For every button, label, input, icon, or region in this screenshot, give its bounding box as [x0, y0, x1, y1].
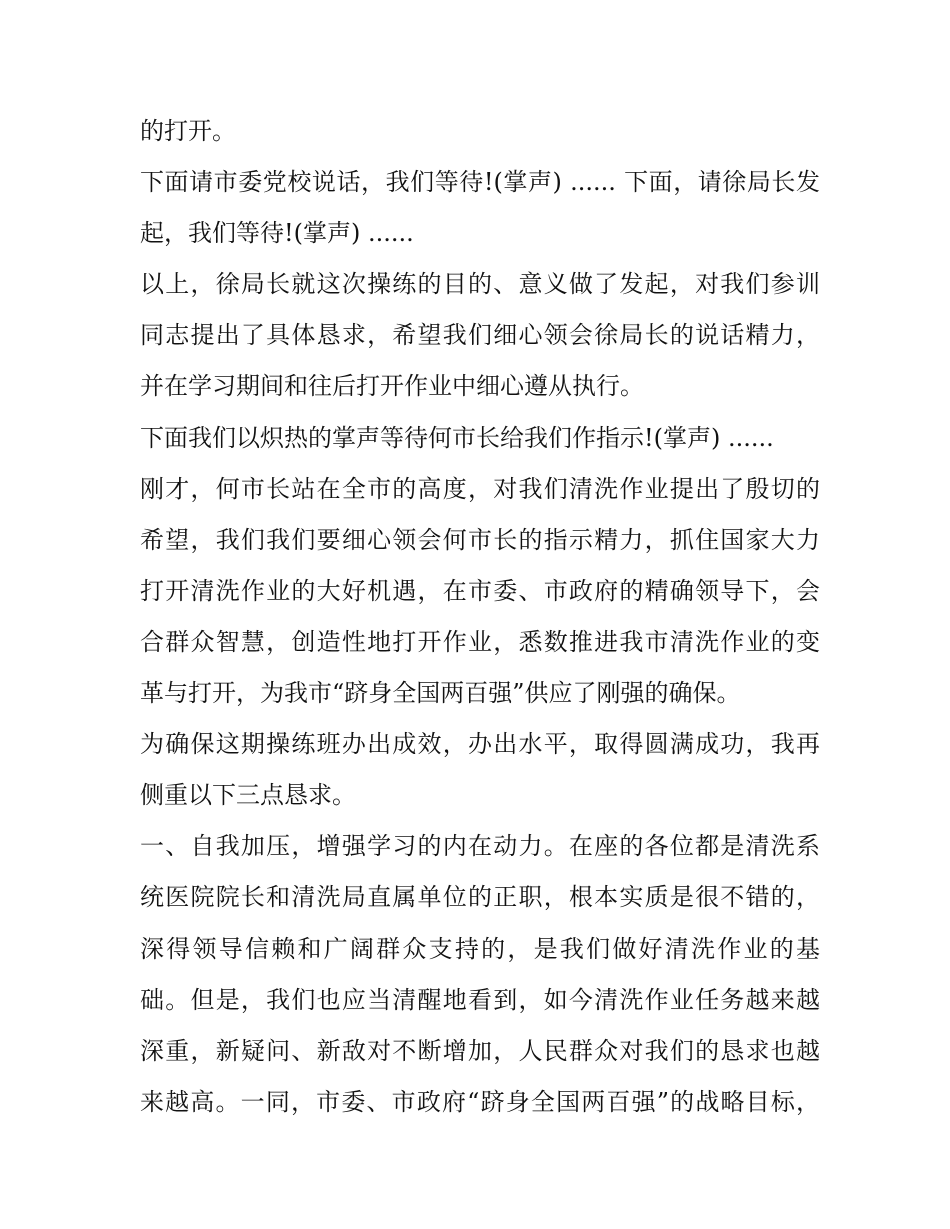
- text-line: 刚才，何市长站在全市的高度，对我们清洗作业提出了殷切的: [140, 474, 820, 503]
- body-text: [140, 106, 820, 1128]
- text-line: 革与打开，为我市“跻身全国两百强”供应了刚强的确保。: [140, 679, 741, 708]
- text-line: 合群众智慧，创造性地打开作业，悉数推进我市清洗作业的变: [140, 627, 820, 656]
- text-line: 侧重以下三点恳求。: [140, 781, 356, 810]
- text-line: 来越高。一同，市委、市政府“跻身全国两百强”的战略目标，: [140, 1087, 820, 1116]
- text-line: 下面请市委党校说话，我们等待!(掌声) ...... 下面，请徐局长发: [140, 168, 820, 197]
- text-line: 并在学习期间和往后打开作业中细心遵从执行。: [140, 372, 644, 401]
- text-line: 下面我们以炽热的掌声等待何市长给我们作指示!(掌声) ......: [140, 423, 774, 452]
- text-line: 打开清洗作业的大好机遇，在市委、市政府的精确领导下，会: [140, 576, 820, 605]
- text-line: 统医院院长和清洗局直属单位的正职，根本实质是很不错的，: [140, 883, 820, 912]
- text-line: 深得领导信赖和广阔群众支持的，是我们做好清洗作业的基: [140, 934, 820, 963]
- text-line: 深重，新疑问、新敌对不断增加，人民群众对我们的恳求也越: [140, 1036, 820, 1065]
- text-line: 起，我们等待!(掌声) ......: [140, 219, 414, 248]
- text-line: 同志提出了具体恳求，希望我们细心领会徐局长的说话精力，: [140, 321, 820, 350]
- text-line: 的打开。: [140, 117, 236, 145]
- text-line: 为确保这期操练班办出成效，办出水平，取得圆满成功，我再: [140, 730, 820, 759]
- text-line: 一、自我加压，增强学习的内在动力。在座的各位都是清洗系: [140, 832, 820, 861]
- text-line: 础。但是，我们也应当清醒地看到，如今清洗作业任务越来越: [140, 985, 820, 1014]
- text-line: 希望，我们我们要细心领会何市长的指示精力，抓住国家大力: [140, 525, 820, 554]
- text-line: 以上，徐局长就这次操练的目的、意义做了发起，对我们参训: [140, 270, 820, 299]
